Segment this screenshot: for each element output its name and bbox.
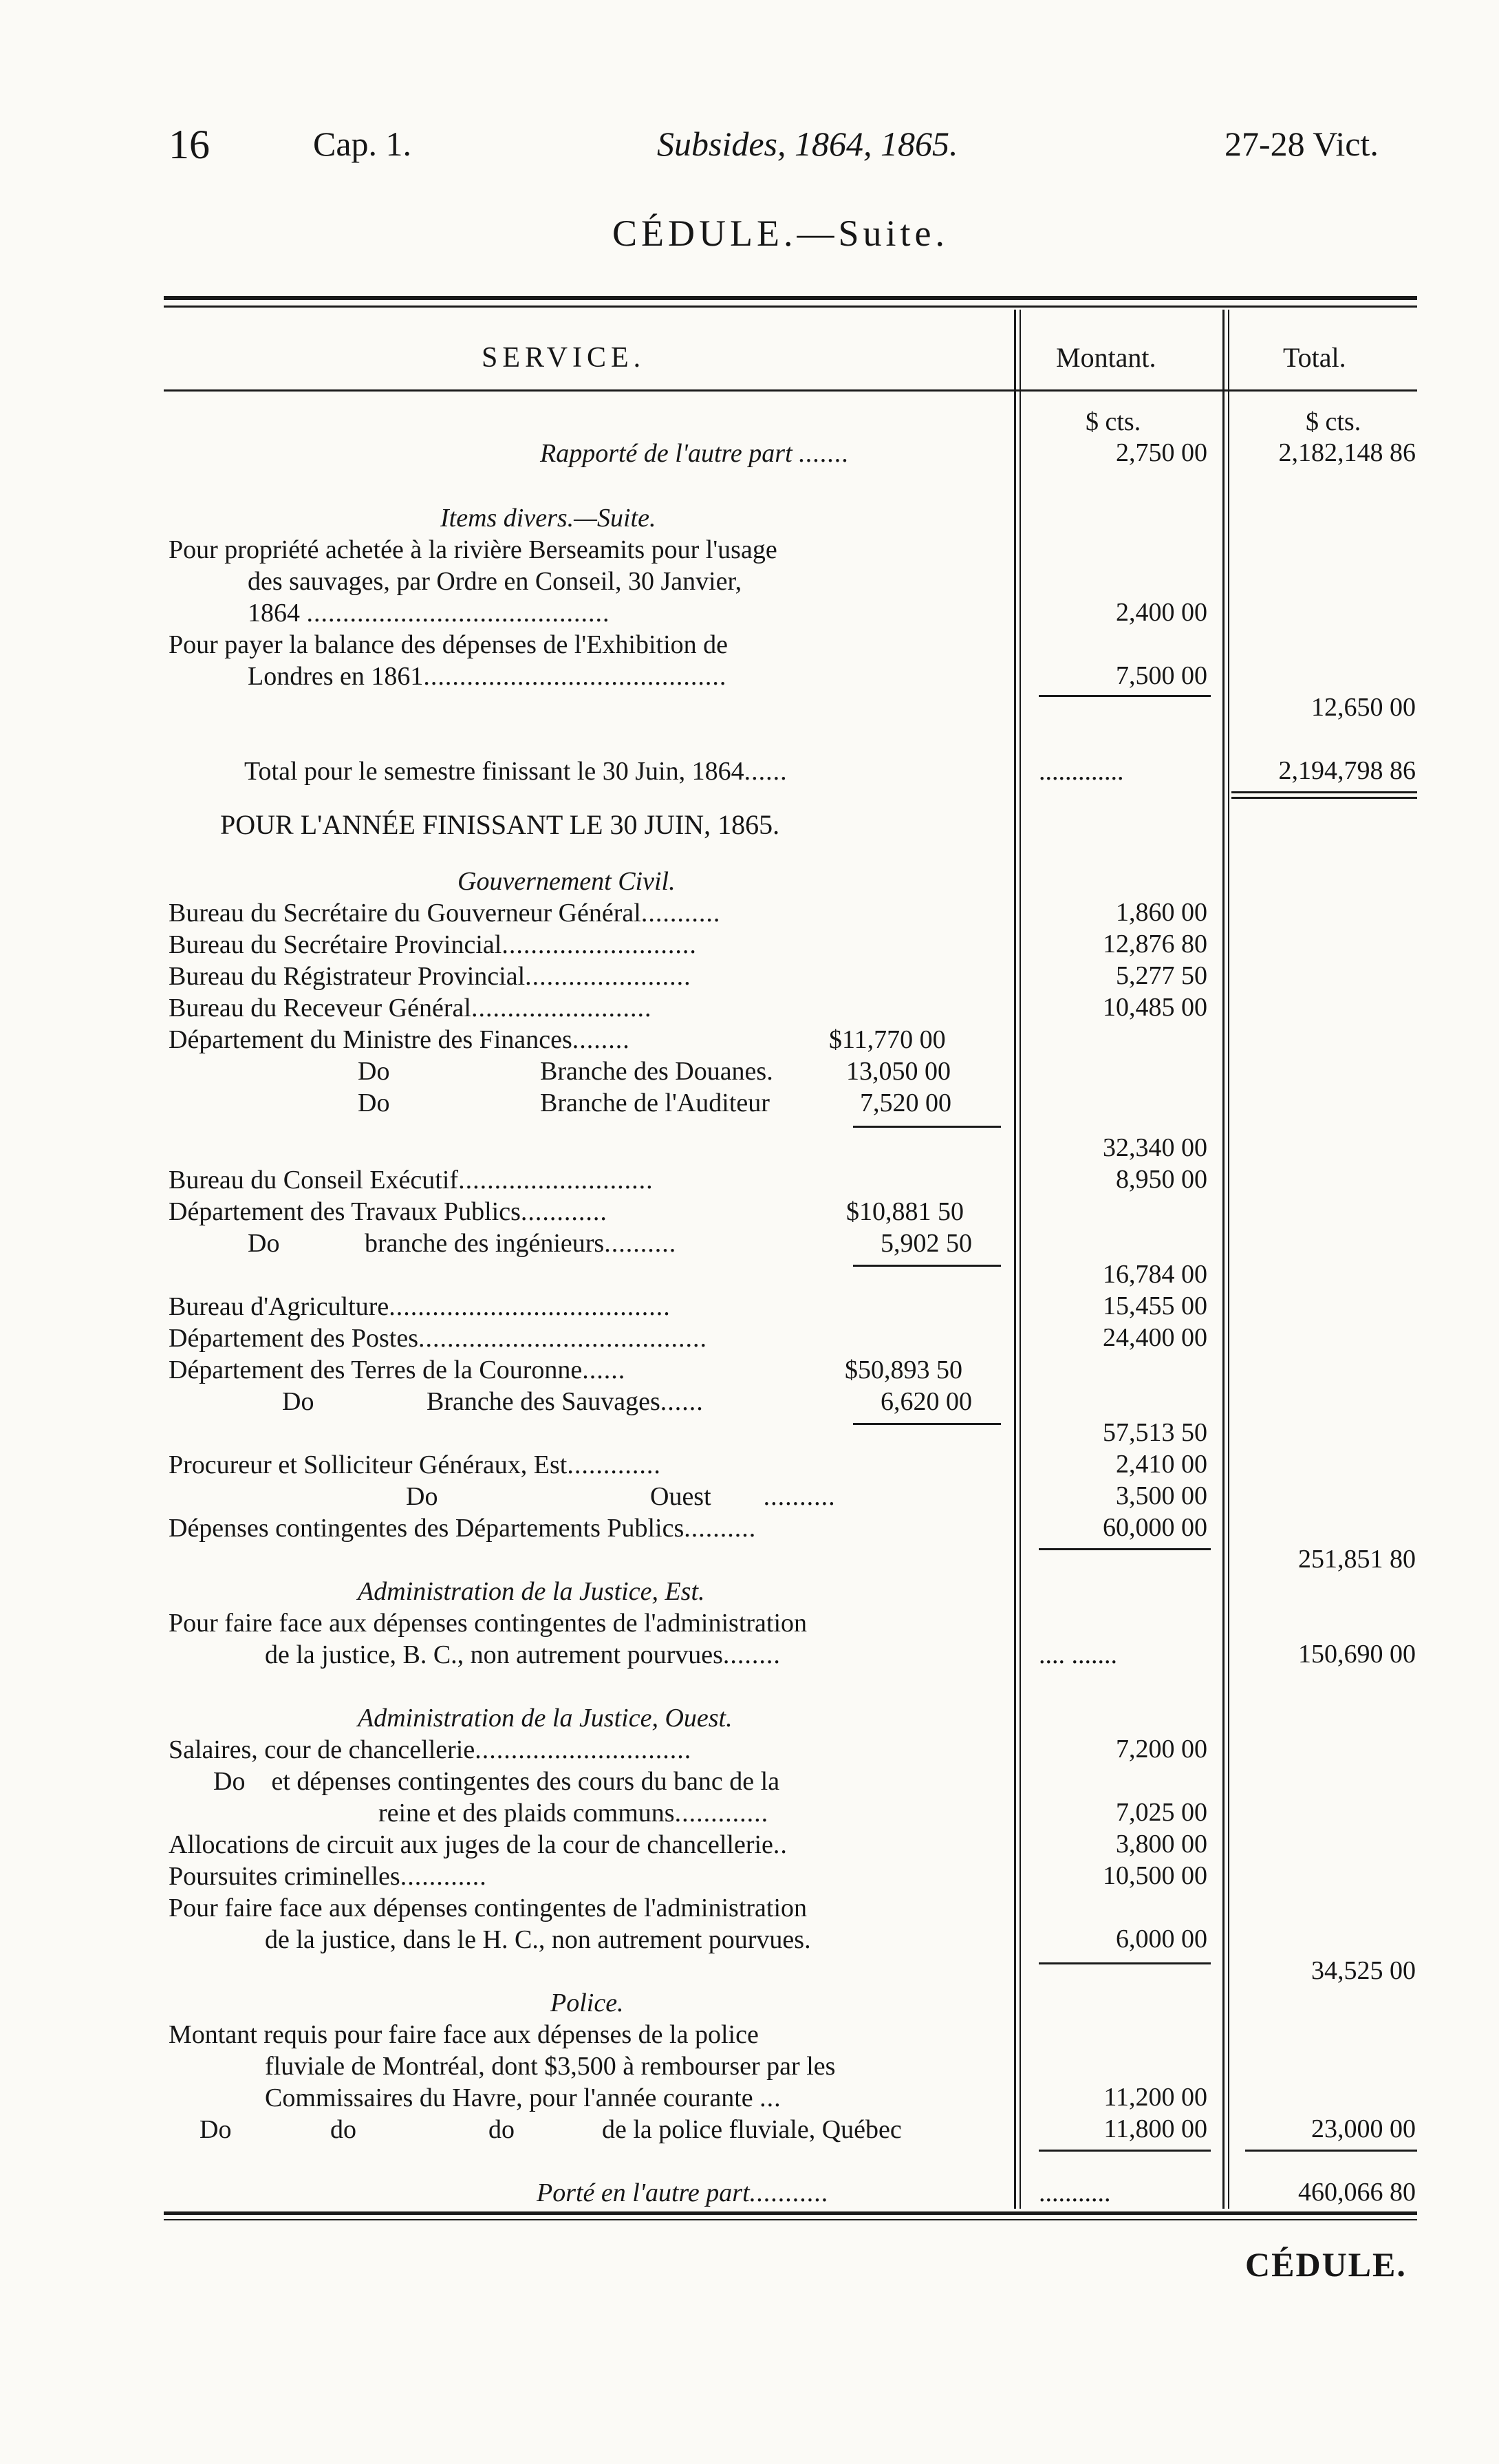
subtotal-rule — [1039, 1548, 1211, 1550]
gc4-label: Bureau du Receveur Général......................... — [169, 994, 652, 1022]
gouv-civil-heading: Gouvernement Civil. — [457, 867, 676, 896]
column-divider — [1014, 310, 1016, 2209]
travaux1-label: Département des Travaux Publics............ — [169, 1197, 607, 1226]
terres2-do: Do — [282, 1387, 314, 1416]
catchword: CÉDULE. — [1245, 2245, 1407, 2284]
berseamits-line2: des sauvages, par Ordre en Conseil, 30 Janvier, — [248, 567, 742, 596]
agri-label: Bureau d'Agriculture....................................... — [169, 1292, 671, 1321]
travaux1-sub: $10,881 50 — [846, 1197, 964, 1226]
proc-ouest-label: Ouest .......... — [650, 1482, 836, 1511]
travaux2-sub: 5,902 50 — [881, 1229, 972, 1258]
travaux-total: 16,784 00 — [1103, 1260, 1207, 1289]
column-divider — [1228, 310, 1229, 2209]
fin2-label: Branche des Douanes. — [540, 1057, 773, 1086]
contingentes-montant: 60,000 00 — [1103, 1513, 1207, 1542]
ao5-montant: 6,000 00 — [1116, 1925, 1207, 1953]
cedule-title: CÉDULE.—Suite. — [612, 213, 949, 254]
leader-dots: .... ....... — [1039, 1640, 1117, 1669]
terres-total: 57,513 50 — [1103, 1418, 1207, 1447]
exhibition-total: 12,650 00 — [1311, 693, 1416, 722]
gc1-montant: 1,860 00 — [1116, 898, 1207, 927]
admin-est-total: 150,690 00 — [1298, 1640, 1416, 1669]
montant-header: Montant. — [1056, 342, 1156, 373]
ao3-label: Allocations de circuit aux juges de la cour de chancellerie.. — [169, 1830, 788, 1859]
bottom-rule-thin — [164, 2219, 1417, 2220]
police1-line1: Montant requis pour faire face aux dépenses de la police — [169, 2020, 759, 2049]
header-rule — [164, 389, 1417, 392]
postes-montant: 24,400 00 — [1103, 1323, 1207, 1352]
ao2-line1: Do et dépenses contingentes des cours du banc de la — [213, 1767, 780, 1796]
ao1-label: Salaires, cour de chancellerie.............................. — [169, 1735, 692, 1764]
ao5-line1: Pour faire face aux dépenses contingentes de l'administration — [169, 1894, 808, 1922]
sub-rule — [853, 1423, 1001, 1425]
sub-rule — [853, 1265, 1001, 1267]
proc-est-montant: 2,410 00 — [1116, 1450, 1207, 1479]
admin-est-line1: Pour faire face aux dépenses contingentes de l'administration — [169, 1609, 808, 1638]
admin-ouest-heading: Administration de la Justice, Ouest. — [358, 1704, 733, 1733]
travaux2-do: Do — [248, 1229, 280, 1258]
police1-line2: fluviale de Montréal, dont $3,500 à rembourser par les — [265, 2052, 836, 2081]
montant-unit: $ cts. — [1086, 407, 1141, 436]
police-heading: Police. — [550, 1989, 624, 2017]
gc3-label: Bureau du Régistrateur Provincial....................... — [169, 962, 691, 991]
gc4-montant: 10,485 00 — [1103, 993, 1207, 1022]
police1-montant: 11,200 00 — [1103, 2083, 1207, 2112]
police2-do: do — [488, 2115, 515, 2144]
leader-dots: ............. — [1039, 757, 1124, 786]
proc-ouest-do: Do — [406, 1482, 438, 1511]
fin2-do: Do — [358, 1057, 390, 1086]
service-header: SERVICE. — [482, 342, 646, 374]
gc2-montant: 12,876 80 — [1103, 930, 1207, 958]
exhibition-line1: Pour payer la balance des dépenses de l'Exhibition de — [169, 630, 729, 659]
berseamits-line1: Pour propriété achetée à la rivière Berseamits pour l'usage — [169, 535, 777, 564]
subtotal-rule — [1039, 695, 1211, 697]
gc3-montant: 5,277 50 — [1116, 961, 1207, 990]
police2-do: do — [330, 2115, 356, 2144]
fin3-sub: 7,520 00 — [860, 1089, 951, 1117]
proc-ouest-montant: 3,500 00 — [1116, 1481, 1207, 1510]
column-divider — [1222, 310, 1225, 2209]
rapporte-label: Rapporté de l'autre part ....... — [540, 439, 850, 468]
fin-total: 32,340 00 — [1103, 1133, 1207, 1162]
column-divider — [1020, 310, 1021, 2209]
subtotal-rule — [1245, 2150, 1417, 2152]
ao4-label: Poursuites criminelles............ — [169, 1862, 487, 1891]
police2-label: de la police fluviale, Québec — [602, 2115, 902, 2144]
fin3-do: Do — [358, 1089, 390, 1117]
fin3-label: Branche de l'Auditeur — [540, 1089, 770, 1117]
total-semestre-label: Total pour le semestre finissant le 30 Juin, 1864...... — [244, 757, 788, 786]
postes-label: Département des Postes........................................ — [169, 1324, 708, 1353]
items-divers-heading: Items divers.—Suite. — [440, 504, 656, 533]
annee-heading: POUR L'ANNÉE FINISSANT LE 30 JUIN, 1865. — [220, 809, 780, 840]
terres1-sub: $50,893 50 — [845, 1356, 962, 1384]
page-number: 16 — [169, 122, 210, 167]
subtotal-rule — [1039, 2150, 1211, 2152]
ao5-line2: de la justice, dans le H. C., non autrement pourvues. — [265, 1925, 811, 1954]
running-title: Subsides, 1864, 1865. — [657, 125, 958, 163]
police1-line3: Commissaires du Havre, pour l'année courante ... — [265, 2083, 781, 2112]
fin1-label: Département du Ministre des Finances........ — [169, 1025, 630, 1054]
conseil-montant: 8,950 00 — [1116, 1165, 1207, 1194]
top-rule — [164, 296, 1417, 300]
total-header: Total. — [1283, 342, 1346, 373]
sub-rule — [853, 1126, 1001, 1128]
gc2-label: Bureau du Secrétaire Provincial........................... — [169, 930, 697, 959]
ao4-montant: 10,500 00 — [1103, 1861, 1207, 1890]
rapporte-total: 2,182,148 86 — [1278, 438, 1416, 467]
admin-est-heading: Administration de la Justice, Est. — [358, 1577, 705, 1606]
police2-montant: 11,800 00 — [1103, 2114, 1207, 2143]
top-rule-thin — [164, 306, 1417, 308]
ao1-montant: 7,200 00 — [1116, 1735, 1207, 1764]
subtotal-rule — [1039, 1962, 1211, 1964]
police2-total: 23,000 00 — [1311, 2114, 1416, 2143]
fin2-sub: 13,050 00 — [846, 1057, 951, 1086]
total-unit: $ cts. — [1306, 407, 1361, 436]
chapter-label: Cap. 1. — [313, 125, 412, 163]
ao2-montant: 7,025 00 — [1116, 1798, 1207, 1827]
berseamits-montant: 2,400 00 — [1116, 598, 1207, 627]
ao5-total: 34,525 00 — [1311, 1956, 1416, 1985]
rapporte-montant: 2,750 00 — [1116, 438, 1207, 467]
contingentes-label: Dépenses contingentes des Départements Publics.......... — [169, 1514, 757, 1543]
ao2-line2: reine et des plaids communs............. — [378, 1799, 769, 1828]
contingentes-total: 251,851 80 — [1298, 1545, 1416, 1574]
berseamits-line3: 1864 .......................................... — [248, 599, 610, 628]
proc-est-label: Procureur et Solliciteur Généraux, Est............. — [169, 1450, 661, 1479]
exhibition-line2: Londres en 1861.......................................... — [248, 662, 727, 691]
leader-dots: ........... — [1039, 2178, 1111, 2207]
exhibition-montant: 7,500 00 — [1116, 661, 1207, 690]
regnal-year: 27-28 Vict. — [1225, 125, 1379, 163]
porte-total: 460,066 80 — [1298, 2178, 1416, 2207]
total-rule — [1231, 797, 1417, 799]
gc1-label: Bureau du Secrétaire du Gouverneur Général........... — [169, 899, 721, 928]
total-semestre-total: 2,194,798 86 — [1278, 756, 1416, 785]
admin-est-line2: de la justice, B. C., non autrement pourvues........ — [265, 1640, 781, 1669]
police2-do: Do — [199, 2115, 232, 2144]
bottom-rule — [164, 2211, 1417, 2215]
ao3-montant: 3,800 00 — [1116, 1830, 1207, 1858]
total-rule — [1231, 791, 1417, 793]
terres2-sub: 6,620 00 — [881, 1387, 972, 1416]
conseil-label: Bureau du Conseil Exécutif........................... — [169, 1166, 654, 1194]
porte-label: Porté en l'autre part........... — [537, 2178, 830, 2207]
terres2-label: Branche des Sauvages...... — [427, 1387, 704, 1416]
terres1-label: Département des Terres de la Couronne...... — [169, 1356, 626, 1384]
fin1-sub: $11,770 00 — [829, 1025, 946, 1054]
agri-montant: 15,455 00 — [1103, 1292, 1207, 1320]
travaux2-label: branche des ingénieurs.......... — [365, 1229, 677, 1258]
